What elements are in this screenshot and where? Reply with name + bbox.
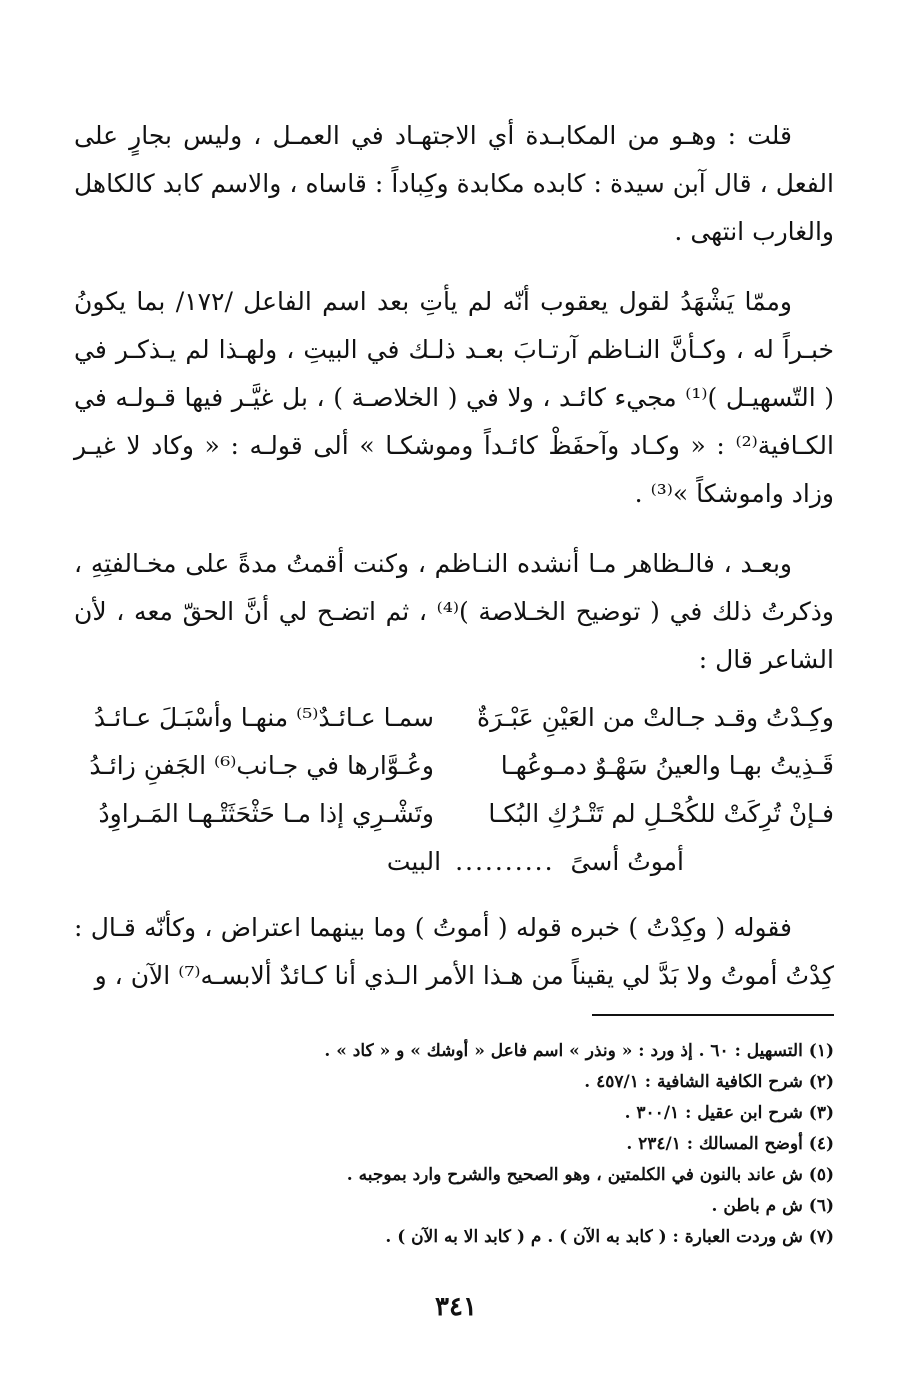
poem-verse-2 xyxy=(74,742,834,790)
poem-tail-ellipsis: .......... xyxy=(455,847,555,876)
verse-first-hemistich: فـإنْ تُرِكَتْ للكُحْـلِ لم تَتْـرُكِ البُكـا xyxy=(488,799,834,828)
paragraph-4: فقوله ( وكِدْتُ ) خبره قوله ( أموتُ ) وما بينهما اعتراض ، وكأنّه قـال : كِدْتُ أموتُ ولا بَدَّ لي يقيناً من هـذا الأمر الـذي أنا كـائدٌ ألابسـه⁽⁷⁾ الآن ، و xyxy=(74,913,834,990)
paragraph-3: وبعـد ، فالـظاهر مـا أنشده النـاظم ، وكنت أقمتُ مدةً على مخـالفتِهِ ، وذكرتُ ذلك في ( توضيح الخـلاصة )⁽⁴⁾ ، ثم اتضـح لي أنَّ الحقّ معه ، لأن الشاعر قال : xyxy=(74,549,834,674)
footnote-separator xyxy=(592,1014,834,1016)
poem-tail-words: أموتُ أسىً xyxy=(570,847,684,876)
verse-first-hemistich: وكِـدْتُ وقـد جـالتْ من العَيْنِ عَبْـرَةٌ xyxy=(476,703,834,732)
paragraph-1: قلت : وهـو من المكابـدة أي الاجتهـاد في العمـل ، وليس بجارٍ على الفعل ، قال آبن سيدة : كابده مكابدة وكِباداً : قاساه ، والاسم كابد كالكاهل والغارب انتهى . xyxy=(74,121,834,246)
paragraph-2: وممّا يَشْهَدُ لقول يعقوب أنّه لم يأتِ بعد اسم الفاعل /١٧٢/ بما يكونُ خبـراً له ، وكـأنَّ النـاظم آرتـابَ بعـد ذلـك في البيتِ ، ولهـذا لم يـذكـر في ( التّسهيـل )⁽¹⁾ مجيء كائـد ، ولا في ( الخلاصـة ) ، بل غيَّـر فيها قـولـه في الكـافية⁽²⁾ : « وكـاد وآحفَظْ كائـداً وموشكـا » ألى قولـه : « وكاد لا غيـر وزاد واموشكاً »⁽³⁾ . xyxy=(74,287,834,508)
verse-second-hemistich: سمـا عـائـدٌ⁽⁵⁾ منهـا وأسْبَـلَ عـائـدُ xyxy=(93,703,434,732)
footnotes xyxy=(74,1036,834,1253)
footnote-1: (١) التسهيل : ٦٠ . إذ ورد : « ونذر » اسم فاعل « أوشك » و « كاد » . xyxy=(324,1041,834,1061)
poem-tail-line xyxy=(74,838,834,886)
footnote-5: (٥) ش عاند بالنون في الكلمتين ، وهو الصحيح والشرح وارد بموجبه . xyxy=(346,1165,834,1185)
footnote-7: (٧) ش وردت العبارة : ( كابد به الآن ) . م ( كابد الا به الآن ) . xyxy=(385,1227,834,1247)
verse-second-hemistich: وتَشْـرِي إذا مـا حَثْحَثَتْـهـا المَـراوِدُ xyxy=(98,799,434,828)
footnote-2: (٢) شرح الكافية الشافية : ٤٥٧/١ . xyxy=(584,1072,834,1092)
footnote-4: (٤) أوضح المسالك : ٢٣٤/١ . xyxy=(626,1134,834,1154)
poem xyxy=(74,694,834,886)
main-text xyxy=(74,112,834,1022)
poem-tail-label: البيت xyxy=(386,847,442,876)
page-number: ٣٤١ xyxy=(435,1292,477,1322)
footnote-3: (٣) شرح ابن عقيل : ٣٠٠/١ . xyxy=(624,1103,834,1123)
poem-verse-3 xyxy=(74,790,834,838)
verse-second-hemistich: وعُـوَّارها في جـانب⁽⁶⁾ الجَفنِ زائـدُ xyxy=(89,751,434,780)
verse-first-hemistich: قَـذِيتُ بهـا والعينُ سَهْـوٌ دمـوعُهـا xyxy=(500,751,834,780)
poem-verse-1 xyxy=(74,694,834,742)
footnote-6: (٦) ش م باطن . xyxy=(711,1196,834,1216)
